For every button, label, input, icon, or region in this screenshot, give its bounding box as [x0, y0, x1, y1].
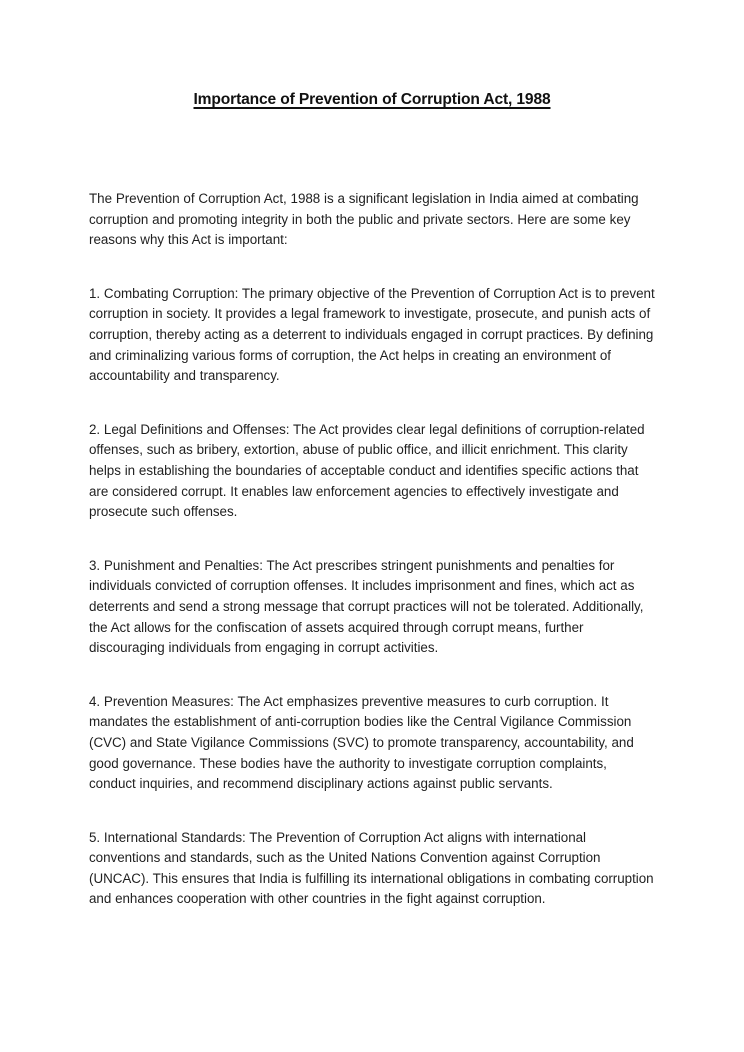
- list-item-3: 3. Punishment and Penalties: The Act prescribes stringent punishments and penalties for individuals convicted of corruption offenses. It includes imprisonment and fines, which act as deterrents and send a strong message that corrupt practices will not be tolerated. Additionally, the Act allows for the confiscation of assets acquired through corrupt means, further discouraging individuals from engaging in corrupt activities.: [89, 557, 644, 656]
- list-item-1: 1. Combating Corruption: The primary objective of the Prevention of Corruption Act is to prevent corruption in society. It provides a legal framework to investigate, prosecute, and punish acts of corruption, thereby acting as a deterrent to individuals engaged in corrupt practices. By defining and criminalizing various forms of corruption, the Act helps in creating an environment of accountability and transparency.: [89, 285, 655, 384]
- page-title-text: Importance of Prevention of Corruption Act, 1988: [193, 91, 551, 108]
- intro-paragraph: The Prevention of Corruption Act, 1988 is a significant legislation in India aimed at combating corruption and promoting integrity in both the public and private sectors. Here are some key reasons why this Act is important:: [89, 191, 639, 248]
- page-title: [89, 0, 655, 110]
- document-body: [89, 189, 655, 1030]
- list-item-2: 2. Legal Definitions and Offenses: The Act provides clear legal definitions of corruption-related offenses, such as bribery, extortion, abuse of public office, and illicit enrichment. This clarity helps in establishing the boundaries of acceptable conduct and identifies specific actions that are considered corrupt. It enables law enforcement agencies to effectively investigate and prosecute such offenses.: [89, 421, 645, 520]
- bottom-margin: [89, 910, 655, 1030]
- document-content: [89, 0, 655, 1030]
- list-item-4: 4. Prevention Measures: The Act emphasizes preventive measures to curb corruption. It mandates the establishment of anti-corruption bodies like the Central Vigilance Commission (CVC) and State Vigilance Commissions (SVC) to promote transparency, accountability, and good governance. These bodies have the authority to investigate corruption complaints, conduct inquiries, and recommend disciplinary actions against public servants.: [89, 693, 634, 792]
- list-item-5: 5. International Standards: The Prevention of Corruption Act aligns with international conventions and standards, such as the United Nations Convention against Corruption (UNCAC). This ensures that India is fulfilling its international obligations in combating corruption and enhances cooperation with other countries in the fight against corruption.: [89, 829, 654, 907]
